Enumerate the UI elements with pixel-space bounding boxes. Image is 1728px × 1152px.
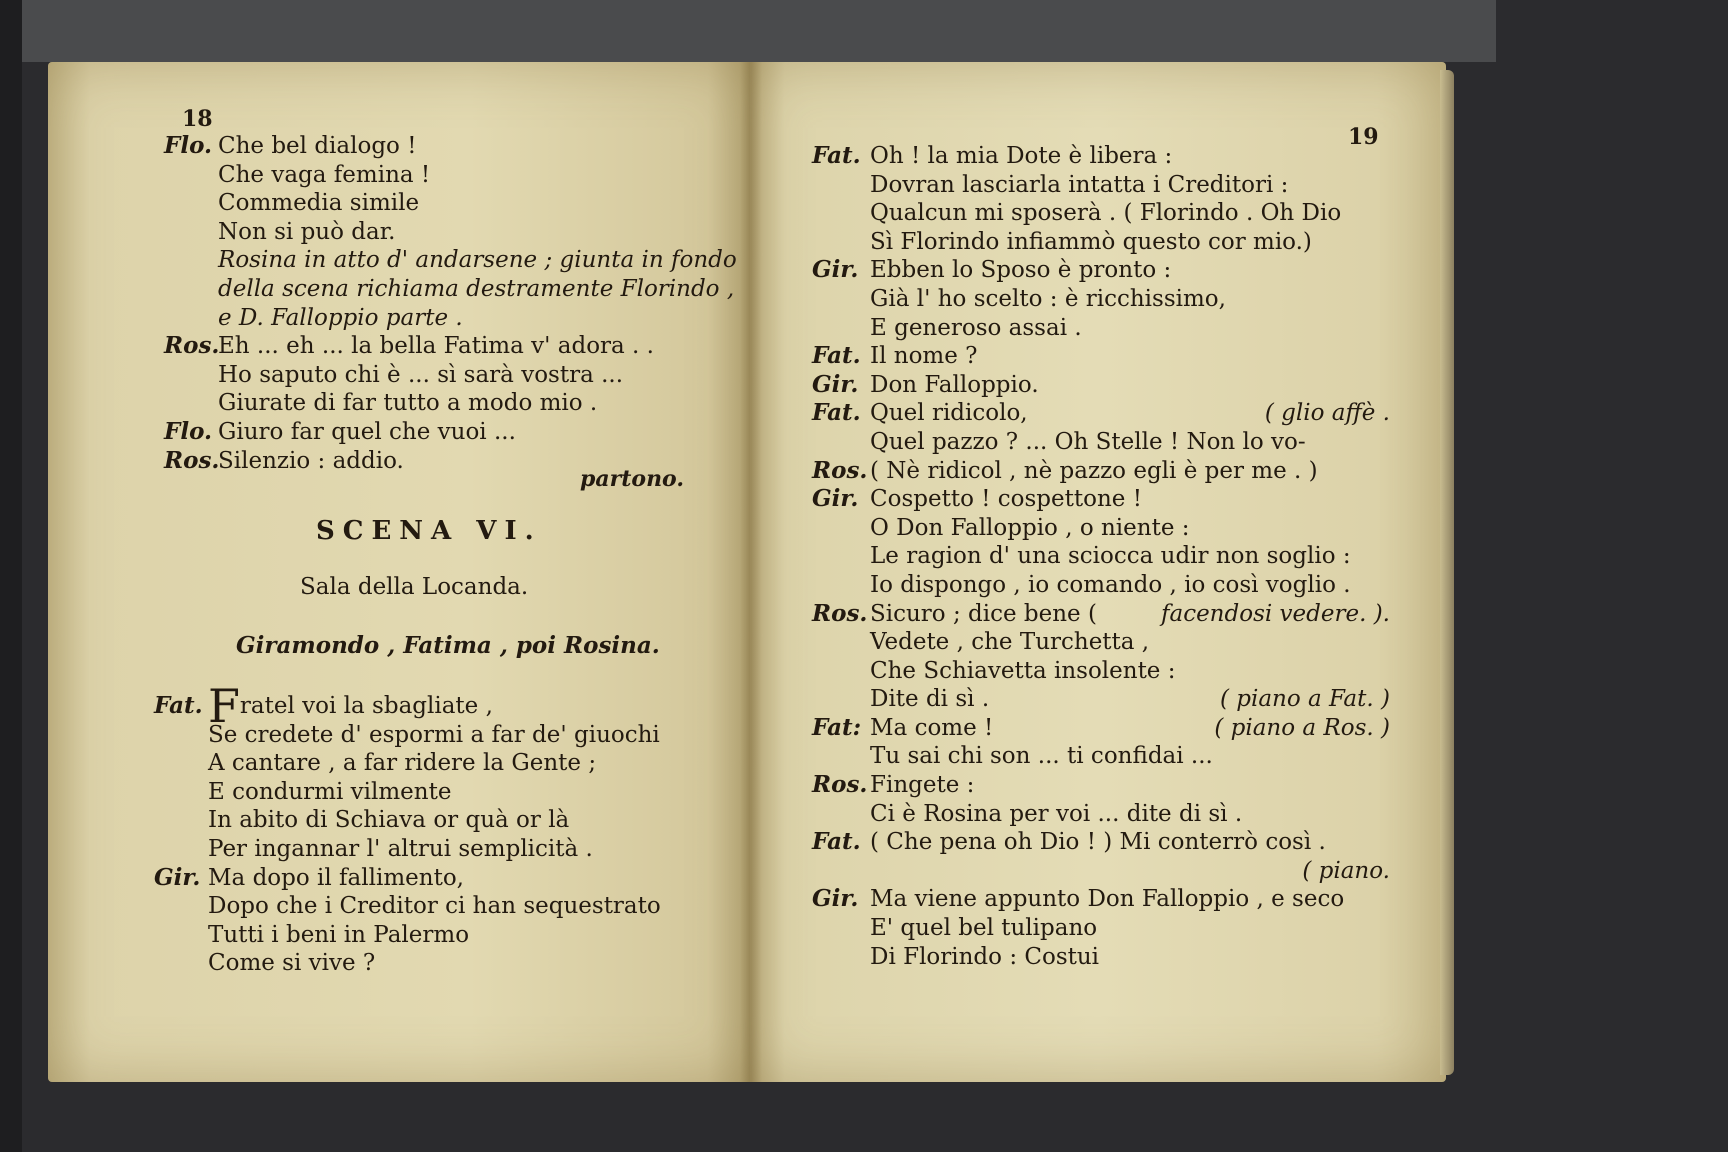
stage-aside: facendosi vedere. ). [1160,600,1390,627]
text-line [164,361,734,390]
background-margin [0,0,22,1152]
line-text: Fingete : [870,772,975,799]
text-line [812,514,1390,543]
line-text: e D. Falloppio parte . [218,304,463,331]
text-line [812,571,1390,600]
text-line [812,742,1390,771]
line-text: Sì Florindo infiammò questo cor mio.) [870,228,1312,255]
left-verse-block [164,132,737,475]
line-text: Già l' ho scelto : è ricchissimo, [870,285,1226,312]
speaker-label: Gir. [812,370,859,398]
text-line [812,171,1390,200]
text-line [812,399,1390,428]
text-line [812,800,1390,829]
left-page [48,62,750,1082]
speaker-label: Ros. [164,332,220,360]
text-line [812,371,1390,400]
speaker-label: Ros. [164,446,220,474]
text-line [154,806,734,835]
line-text: Non si può dar. [218,218,396,245]
line-text: Vedete , che Turchetta , [870,629,1150,656]
line-text: Tutti i beni in Palermo [208,921,470,948]
speaker-label: Fat: [812,713,862,741]
book-gutter [740,62,762,1082]
text-line [812,485,1390,514]
text-line [164,218,734,247]
text-line [812,885,1390,914]
text-line [812,771,1390,800]
line-text: Cospetto ! cospettone ! [870,486,1142,513]
text-line [812,428,1390,457]
speaker-label: Gir. [812,885,859,913]
speaker-label: Ros. [812,456,868,484]
line-text: Le ragion d' una sciocca udir non soglio : [870,543,1351,570]
line-text: Don Falloppio. [870,371,1039,398]
line-text: E generoso assai . [870,314,1082,341]
speaker-label: Gir. [812,256,859,284]
line-text: Tu sai chi son ... ti confidai ... [870,743,1213,770]
line-text: Quel pazzo ? ... Oh Stelle ! Non lo vo- [870,428,1306,455]
line-text: Di Florindo : Costui [870,943,1100,970]
text-line [812,542,1390,571]
text-line [164,132,734,161]
line-text: Che Schiavetta insolente : [870,657,1176,684]
line-text: Ma come ! [870,714,994,741]
line-text: Oh ! la mia Dote è libera : [870,143,1173,169]
text-line [812,914,1390,943]
line-text: Che vaga femina ! [218,161,431,188]
line-text: Sicuro ; dice bene ( [870,600,1097,627]
text-line [154,778,734,807]
line-text: Ho saputo chi è ... sì sarà vostra ... [218,361,624,388]
stage-aside: ( piano a Fat. ) [1219,686,1390,713]
line-text: Come si vive ? [208,950,376,977]
speaker-label: Gir. [812,485,859,513]
text-line [812,285,1390,314]
text-line [812,685,1390,714]
line-text: della scena richiama destramente Florindo , [218,275,735,302]
speaker-label: Fat. [812,142,861,169]
text-line [154,679,734,733]
stage-aside: ( piano. [1302,857,1390,884]
text-line [812,256,1390,285]
text-line [812,600,1390,629]
right-page [750,62,1446,1082]
line-text: Ebben lo Sposo è pronto : [870,257,1172,284]
text-line [154,864,734,893]
text-line [812,142,1390,171]
page-number: 19 [1348,124,1379,150]
scene-setting: Sala della Locanda. [300,574,529,600]
speaker-label: Ros. [812,599,868,627]
speaker-label: Flo. [164,132,213,159]
text-line [154,835,734,864]
line-text: Rosina in atto d' andarsene ; giunta in fondo [218,247,737,274]
text-line [154,721,734,750]
line-text: Giuro far quel che vuoi ... [218,418,516,445]
text-line [812,342,1390,371]
line-text: Ma viene appunto Don Falloppio , e seco [870,886,1345,913]
text-line [154,921,734,950]
line-text: Dopo che i Creditor ci han sequestrato [208,893,661,920]
line-text: ( Nè ridicol , nè pazzo egli è per me . ) [870,457,1318,484]
speaker-label: Fat. [154,692,203,719]
speaker-label: Gir. [154,863,201,891]
speaker-label: Fat. [812,828,861,856]
page-edges [1440,70,1454,1075]
line-text: Io dispongo , io comando , io così voglio . [870,571,1351,598]
stage-aside: ( glio affè . [1264,400,1390,427]
speaker-label: Ros. [812,771,868,799]
text-line [812,657,1390,686]
text-line [154,749,734,778]
speaker-label: Flo. [164,417,213,445]
text-line [812,199,1390,228]
scene-heading: SCENA VI. [316,516,542,546]
line-text: In abito di Schiava or quà or là [208,807,570,834]
line-text: Se credete d' espormi a far de' giuochi [208,721,660,748]
text-line [164,275,734,304]
open-book [48,62,1446,1082]
line-text: Dite di sì . [870,686,990,713]
left-dialogue-block [154,679,734,978]
speaker-label: Fat. [812,399,861,427]
drop-cap: F [208,679,240,733]
text-line [164,189,734,218]
line-text: Commedia simile [218,190,420,217]
line-text: ( Che pena oh Dio ! ) Mi conterrò così . [870,829,1326,856]
line-text: E condurmi vilmente [208,778,452,805]
line-text: Quel ridicolo, [870,400,1028,427]
line-text: Ma dopo il fallimento, [208,864,464,891]
line-text: Ci è Rosina per voi ... dite di sì . [870,800,1243,827]
line-text: Qualcun mi sposerà . ( Florindo . Oh Dio [870,200,1342,227]
text-line [812,314,1390,343]
line-text: Silenzio : addio. [218,447,404,474]
text-line [164,304,734,333]
text-line [812,828,1390,857]
line-text: Per ingannar l' altrui semplicità . [208,835,593,862]
line-text: Eh ... eh ... la bella Fatima v' adora . . [218,333,654,360]
line-text: E' quel bel tulipano [870,915,1098,942]
text-line [164,246,737,275]
text-line [812,628,1390,657]
text-line [164,332,734,361]
text-line [164,418,734,447]
line-text: ratel voi la sbagliate , [239,693,493,719]
text-line [164,389,734,418]
text-line [812,457,1390,486]
text-line [812,857,1390,886]
line-text: Giurate di far tutto a modo mio . [218,390,598,417]
text-line [154,892,734,921]
page-number: 18 [182,106,213,132]
text-line [812,228,1390,257]
stage-direction-partono: partono. [580,466,685,492]
line-text: A cantare , a far ridere la Gente ; [208,750,597,777]
line-text: O Don Falloppio , o niente : [870,514,1190,541]
line-text: Il nome ? [870,343,978,370]
stage-aside: ( piano a Ros. ) [1214,714,1390,741]
speaker-label: Fat. [812,342,861,370]
text-line [812,943,1390,972]
scene-characters: Giramondo , Fatima , poi Rosina. [236,632,660,659]
right-dialogue-block [812,142,1390,971]
line-text: Che bel dialogo ! [218,133,417,159]
text-line [154,949,734,978]
line-text: Dovran lasciarla intatta i Creditori : [870,171,1289,198]
text-line [812,714,1390,743]
scanner-backdrop [22,0,1496,62]
text-line [164,161,734,190]
